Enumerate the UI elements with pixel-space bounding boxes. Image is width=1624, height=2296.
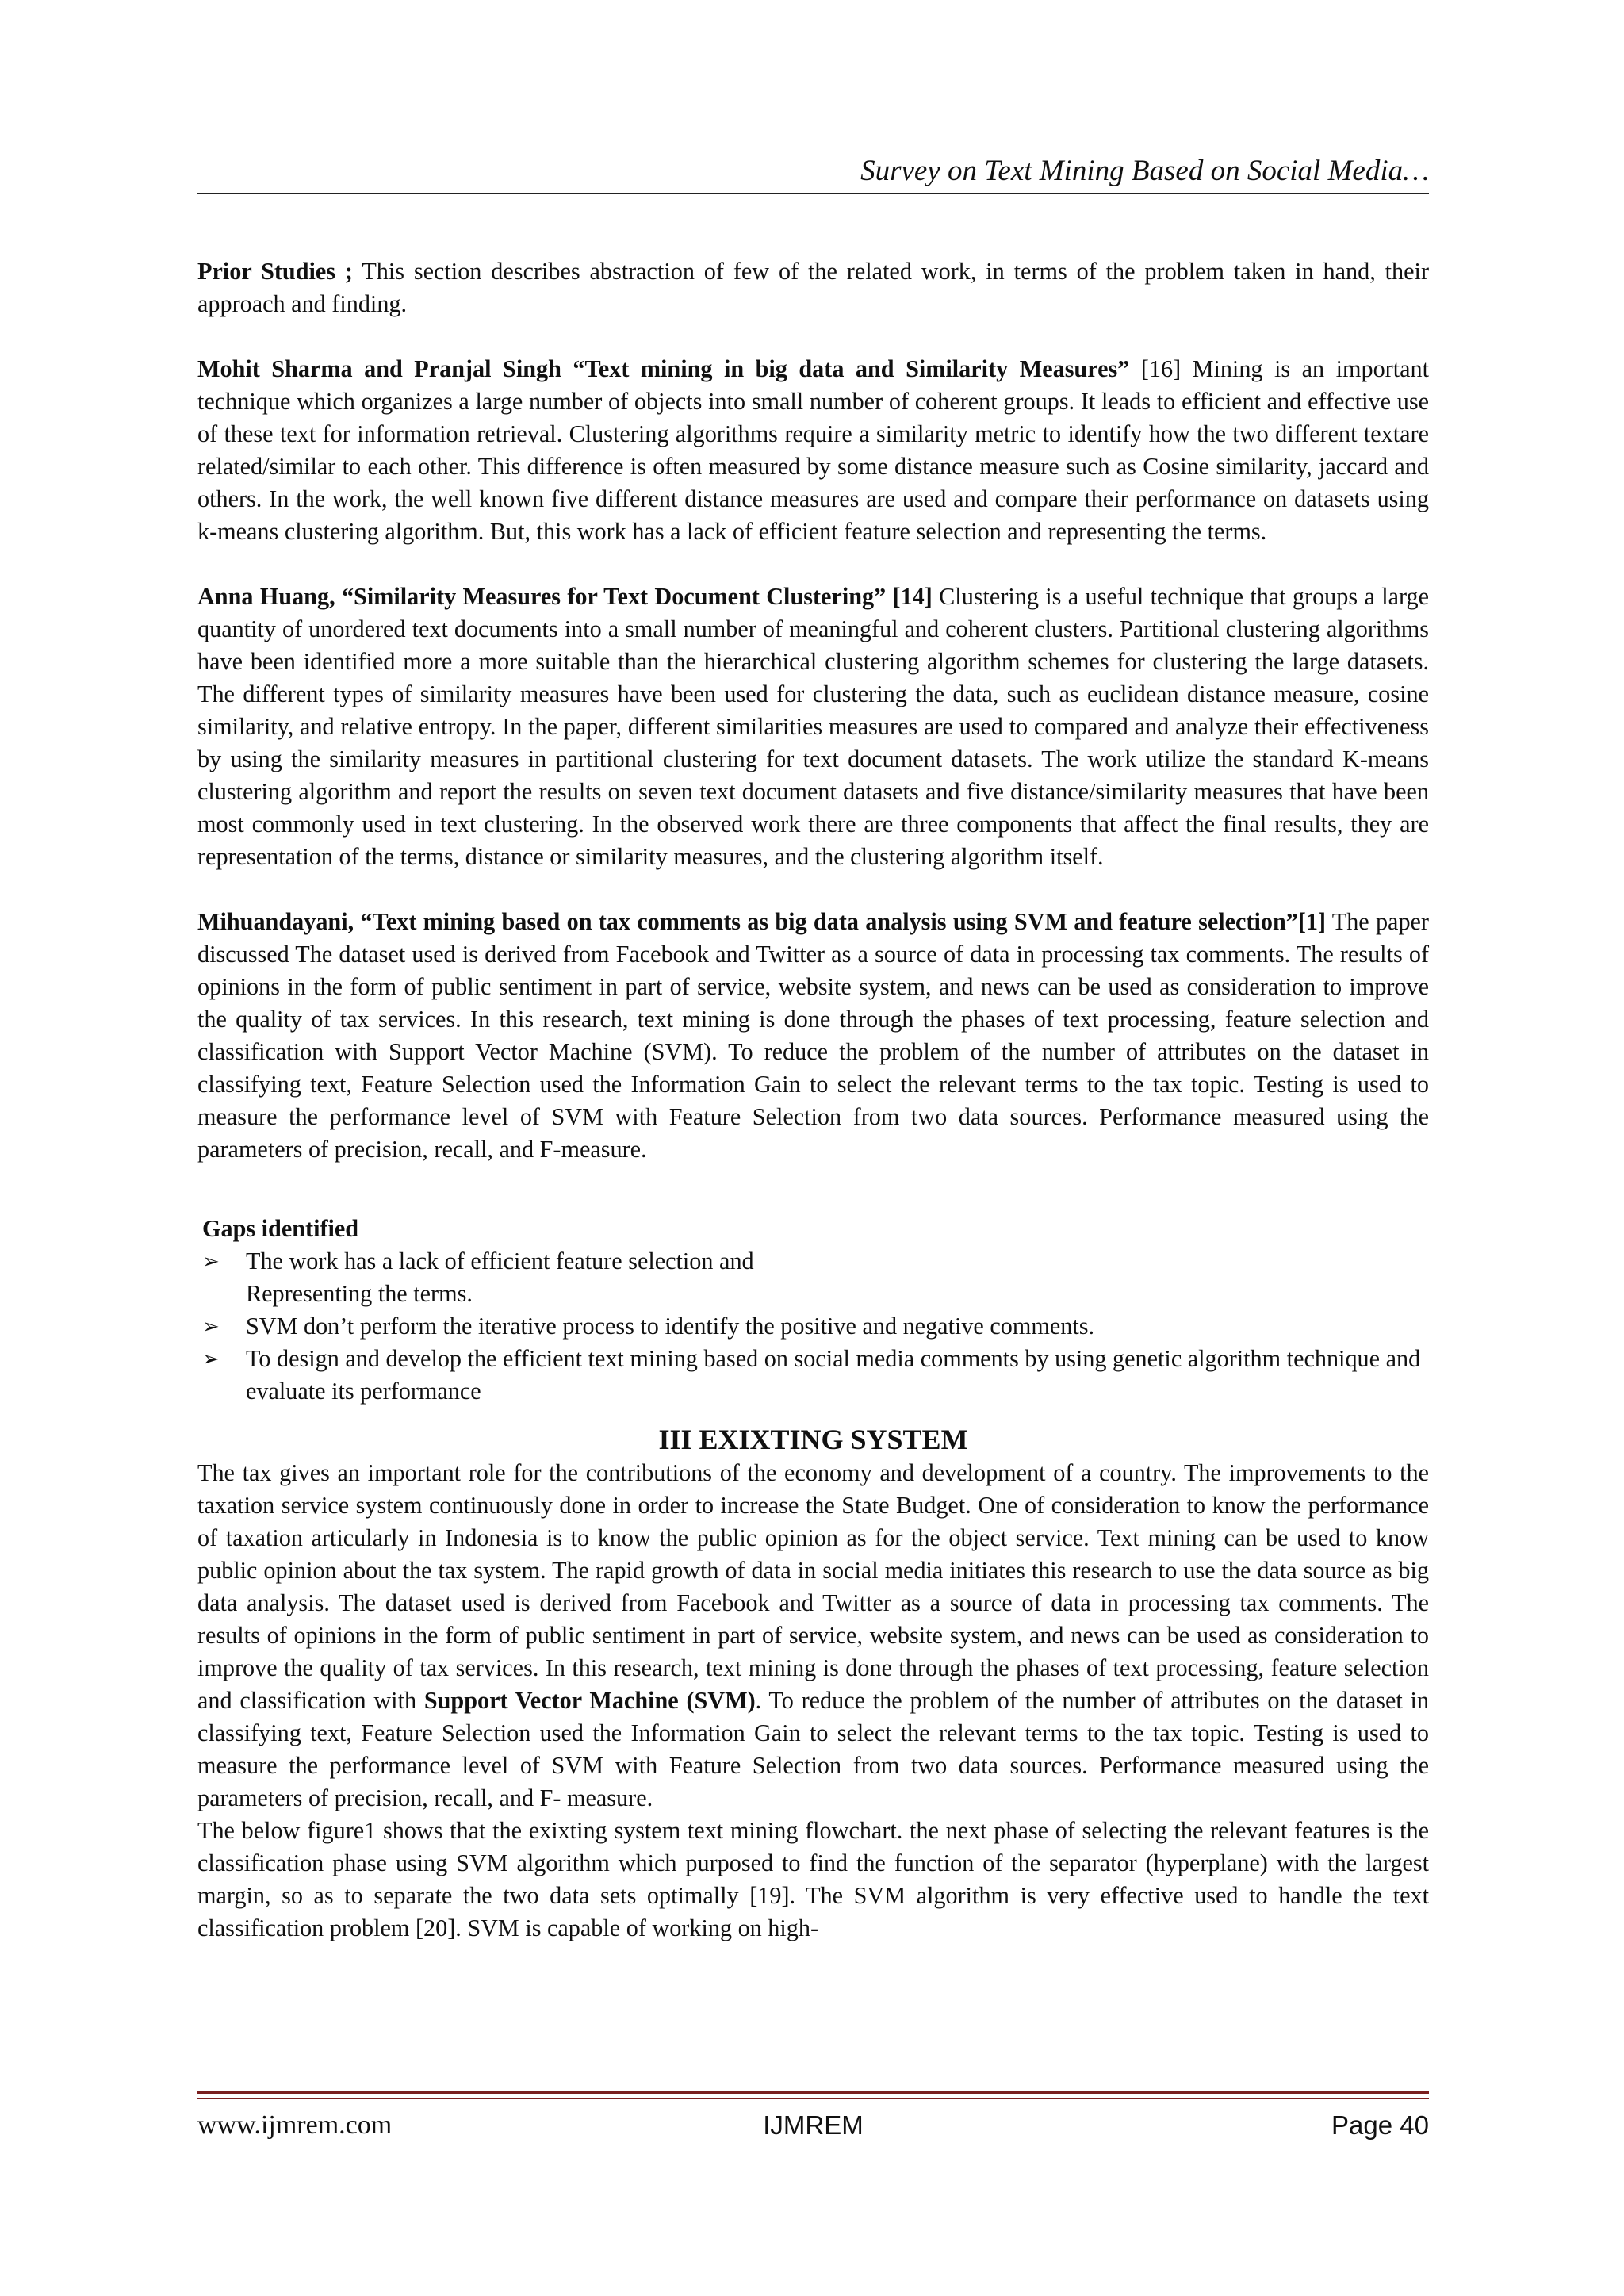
gap-item-line: SVM don’t perform the iterative process to identify the positive and negative comments. — [246, 1313, 1095, 1340]
paragraph-text: The tax gives an important role for the contributions of the economy and development of a country. The improvements to the taxation service system continuously done in order to increase the State Budget. One of consideration to know the performance of taxation articularly in Indonesia is to know the public opinion as for the object service. Text mining can be used to know public opinion about the tax system. The rapid growth of data in social media initiates this research to use the data source as big data analysis. The dataset used is derived from Facebook and Twitter as a source of data in processing tax comments. The results of opinions in the form of public sentiment in part of service, website system, and news can be used as consideration to improve the quality of tax services. In this research, text mining is done through the phases of text processing, feature selection and classification with — [197, 1459, 1429, 1714]
footer-website: www.ijmrem.com — [197, 2110, 393, 2140]
prior-studies-paragraph — [197, 255, 1429, 320]
arrow-bullet-icon: ➢ — [202, 1347, 220, 1370]
page-number: Page 40 — [1331, 2110, 1429, 2140]
gaps-list — [197, 1245, 1429, 1408]
gap-item-line: The work has a lack of efficient feature selection and — [246, 1248, 754, 1274]
section-heading: III EXIXTING SYSTEM — [658, 1424, 968, 1455]
footer-rule — [197, 2091, 1429, 2094]
footer-rule — [197, 2098, 1429, 2099]
arrow-bullet-icon: ➢ — [202, 1250, 220, 1273]
list-item — [197, 1310, 1429, 1343]
list-item — [197, 1343, 1429, 1408]
existing-system-paragraph — [197, 1457, 1429, 1815]
figure-description-paragraph: The below figure1 shows that the exixting system text mining flowchart. the next phase of selecting the relevant features is the classification phase using SVM algorithm which purposed to find the function of the separator (hyperplane) with the largest margin, so as to separate the two data sets optimally [19]. The SVM algorithm is very effective used to handle the text classification problem [20]. SVM is capable of working on high- — [197, 1817, 1429, 1941]
paragraph-text: . To reduce the problem of the number of attributes on the dataset in classifying text, Feature Selection used the Information Gain to select the relevant terms to the tax topic. Testing is used to measure the performance level of SVM with Feature Selection from two data sources. Performance measured using the parameters of precision, recall, and F- measure. — [197, 1687, 1430, 1811]
study-paragraph — [197, 906, 1429, 1166]
study-citation: Mihuandayani, “Text mining based on tax comments as big data analysis using SVM and feature selection”[1] — [197, 908, 1327, 935]
gap-item-line: Representing the terms. — [246, 1280, 473, 1307]
prior-studies-label: Prior Studies ; — [197, 258, 353, 285]
study-citation: Anna Huang, “Similarity Measures for Text Document Clustering” [14] — [197, 583, 933, 610]
list-item — [197, 1245, 1429, 1310]
study-paragraph — [197, 581, 1429, 873]
study-text: Clustering is a useful technique that groups a large quantity of unordered text documents into a small number of meaningful and coherent clusters. Partitional clustering algorithms have been identified more a more suitable than the hierarchical clustering algorithm schemes for clustering the large datasets. The different types of similarity measures have been used for clustering the data, such as euclidean distance measure, cosine similarity, and relative entropy. In the paper, different similarities measures are used to compared and analyze their effectiveness by using the similarity measures in partitional clustering for text document datasets. The work utilize the standard K-means clustering algorithm and report the results on seven text document datasets and five distance/similarity measures that have been most commonly used in text clustering. In the observed work there are three components that affect the final results, they are representation of the terms, distance or similarity measures, and the clustering algorithm itself. — [197, 583, 1429, 870]
study-paragraph — [197, 353, 1429, 548]
prior-studies-text: This section describes abstraction of few of the related work, in terms of the problem taken in hand, their approach and finding. — [197, 258, 1429, 317]
study-text: [16] Mining is an important technique which organizes a large number of objects into small number of coherent groups. It leads to efficient and effective use of these text for information retrieval. Clustering algorithms require a similarity metric to identify how the two different textare related/similar to each other. This difference is often measured by some distance measure such as Cosine similarity, jaccard and others. In the work, the well known five different distance measures are used and compare their performance on datasets using k-means clustering algorithm. But, this work has a lack of efficient feature selection and representing the terms. — [197, 355, 1429, 545]
arrow-bullet-icon: ➢ — [202, 1315, 220, 1338]
footer-journal: IJMREM — [763, 2110, 864, 2140]
study-text: The paper discussed The dataset used is derived from Facebook and Twitter as a source of data in processing tax comments. The results of opinions in the form of public sentiment in part of service, website system, and news can be used as consideration to improve the quality of tax services. In this research, text mining is done through the phases of text processing, feature selection and classification with Support Vector Machine (SVM). To reduce the problem of the number of attributes on the dataset in classifying text, Feature Selection used the Information Gain to select the relevant terms to the tax topic. Testing is used to measure the performance level of SVM with Feature Selection from two data sources. Performance measured using the parameters of precision, recall, and F-measure. — [197, 908, 1429, 1163]
page-body — [197, 255, 1429, 1945]
running-header: Survey on Text Mining Based on Social Media… — [860, 155, 1429, 187]
gaps-title: Gaps identified — [202, 1215, 359, 1242]
study-citation: Mohit Sharma and Pranjal Singh “Text mining in big data and Similarity Measures” — [197, 355, 1130, 382]
header-rule — [197, 193, 1429, 194]
svm-term: Support Vector Machine (SVM) — [423, 1687, 756, 1714]
gap-item-line: To design and develop the efficient text mining based on social media comments by using genetic algorithm technique and evaluate its performance — [246, 1345, 1421, 1405]
